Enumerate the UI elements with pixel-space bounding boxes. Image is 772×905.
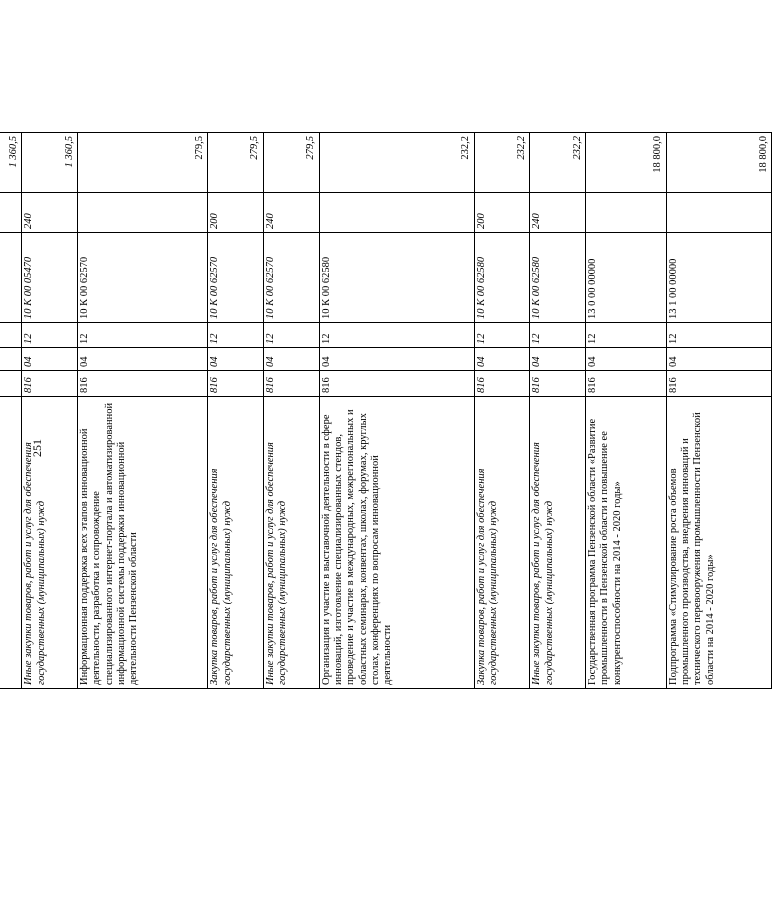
cell-pr: 12 — [319, 323, 474, 348]
cell-vr: 200 — [208, 193, 264, 233]
table-row — [474, 133, 530, 689]
cell-rz — [0, 348, 22, 371]
cell-pr: 12 — [22, 323, 78, 348]
cell-vr: 240 — [530, 193, 586, 233]
cell-sum: 1 360,5 — [22, 133, 78, 193]
cell-csr: 10 К 00 62570 — [77, 233, 207, 323]
cell-rz: 04 — [586, 348, 667, 371]
cell-csr: 13 1 00 00000 — [666, 233, 771, 323]
table-row — [22, 133, 78, 689]
cell-rz: 04 — [530, 348, 586, 371]
cell-name — [0, 397, 22, 689]
table-row — [666, 133, 771, 689]
cell-sum: 279,5 — [77, 133, 207, 193]
cell-csr: 10 К 00 62580 — [319, 233, 474, 323]
cell-ved: 816 — [474, 371, 530, 397]
table-row — [530, 133, 586, 689]
table-row — [319, 133, 474, 689]
cell-rz: 04 — [22, 348, 78, 371]
cell-rz: 04 — [263, 348, 319, 371]
cell-name: Иные закупки товаров, работ и услуг для обеспечения государственных (муниципальных) нужд — [530, 397, 586, 689]
cell-sum: 18 800,0 — [586, 133, 667, 193]
cell-csr: 10 К 00 62580 — [474, 233, 530, 323]
budget-table — [0, 132, 772, 689]
table-body — [0, 133, 772, 689]
cell-ved: 816 — [530, 371, 586, 397]
cell-pr: 12 — [530, 323, 586, 348]
cell-sum: 232,2 — [530, 133, 586, 193]
page-number: 251 — [30, 439, 44, 457]
cell-name: Закупка товаров, работ и услуг для обеспечения государственных (муниципальных) нужд — [208, 397, 264, 689]
cell-vr — [77, 193, 207, 233]
cell-vr — [0, 193, 22, 233]
cell-sum: 279,5 — [208, 133, 264, 193]
cell-rz: 04 — [208, 348, 264, 371]
cell-pr: 12 — [208, 323, 264, 348]
cell-csr: 10 К 00 62580 — [530, 233, 586, 323]
cell-vr — [586, 193, 667, 233]
cell-rz: 04 — [474, 348, 530, 371]
cell-sum: 279,5 — [263, 133, 319, 193]
cell-pr: 12 — [586, 323, 667, 348]
cell-csr: 10 К 00 62570 — [208, 233, 264, 323]
cell-ved: 816 — [22, 371, 78, 397]
cell-ved: 816 — [586, 371, 667, 397]
cell-ved: 816 — [666, 371, 771, 397]
cell-vr: 200 — [474, 193, 530, 233]
cell-ved: 816 — [77, 371, 207, 397]
cell-name: Закупка товаров, работ и услуг для обеспечения государственных (муниципальных) нужд — [474, 397, 530, 689]
cell-pr: 12 — [263, 323, 319, 348]
cell-ved — [0, 371, 22, 397]
cell-rz: 04 — [666, 348, 771, 371]
cell-vr: 240 — [22, 193, 78, 233]
cell-rz: 04 — [77, 348, 207, 371]
cell-ved: 816 — [208, 371, 264, 397]
cell-pr: 12 — [666, 323, 771, 348]
cell-ved: 816 — [319, 371, 474, 397]
cell-name: Подпрограмма «Стимулирование роста объемов промышленного производства, внедрения инноваций и технического перевооружения промышленности Пензенской области на 2014 - 2020 годы» — [666, 397, 771, 689]
cell-pr: 12 — [474, 323, 530, 348]
table-row — [263, 133, 319, 689]
cell-csr: 10 К 00 05470 — [22, 233, 78, 323]
cell-csr: 13 0 00 00000 — [586, 233, 667, 323]
table-row — [208, 133, 264, 689]
cell-pr: 12 — [77, 323, 207, 348]
cell-sum: 1 360,5 — [0, 133, 22, 193]
cell-sum: 18 800,0 — [666, 133, 771, 193]
cell-csr: 10 К 00 62570 — [263, 233, 319, 323]
cell-vr — [319, 193, 474, 233]
cell-sum: 232,2 — [474, 133, 530, 193]
cell-csr — [0, 233, 22, 323]
cell-name: Информационная поддержка всех этапов инновационной деятельности, разработка и сопровождение специализированного интернет-портала и автоматизированной информационной системы поддержки инновационной деятельности Пензенской области — [77, 397, 207, 689]
cell-sum: 232,2 — [319, 133, 474, 193]
cell-vr: 240 — [263, 193, 319, 233]
cell-name: Государственная программа Пензенской области «Развитие промышленности в Пензенской области и повышение ее конкурентоспособности на 2014 - 2020 годы» — [586, 397, 667, 689]
cell-name: Иные закупки товаров, работ и услуг для обеспечения государственных (муниципальных) нужд — [22, 397, 78, 689]
cell-rz: 04 — [319, 348, 474, 371]
table-row — [586, 133, 667, 689]
cell-ved: 816 — [263, 371, 319, 397]
cell-pr — [0, 323, 22, 348]
cell-name: Иные закупки товаров, работ и услуг для обеспечения государственных (муниципальных) нужд — [263, 397, 319, 689]
cell-vr — [666, 193, 771, 233]
cell-name: Организация и участие в выставочной деятельности в сфере инноваций, изготовление специализированных стендов, проведение и участие в международных, межрегиональных и областных семинарах, конвентах, школах, форумах, круглых столах, конференциях по вопросам инновационной деятельности — [319, 397, 474, 689]
table-row — [0, 133, 22, 689]
table-row — [77, 133, 207, 689]
